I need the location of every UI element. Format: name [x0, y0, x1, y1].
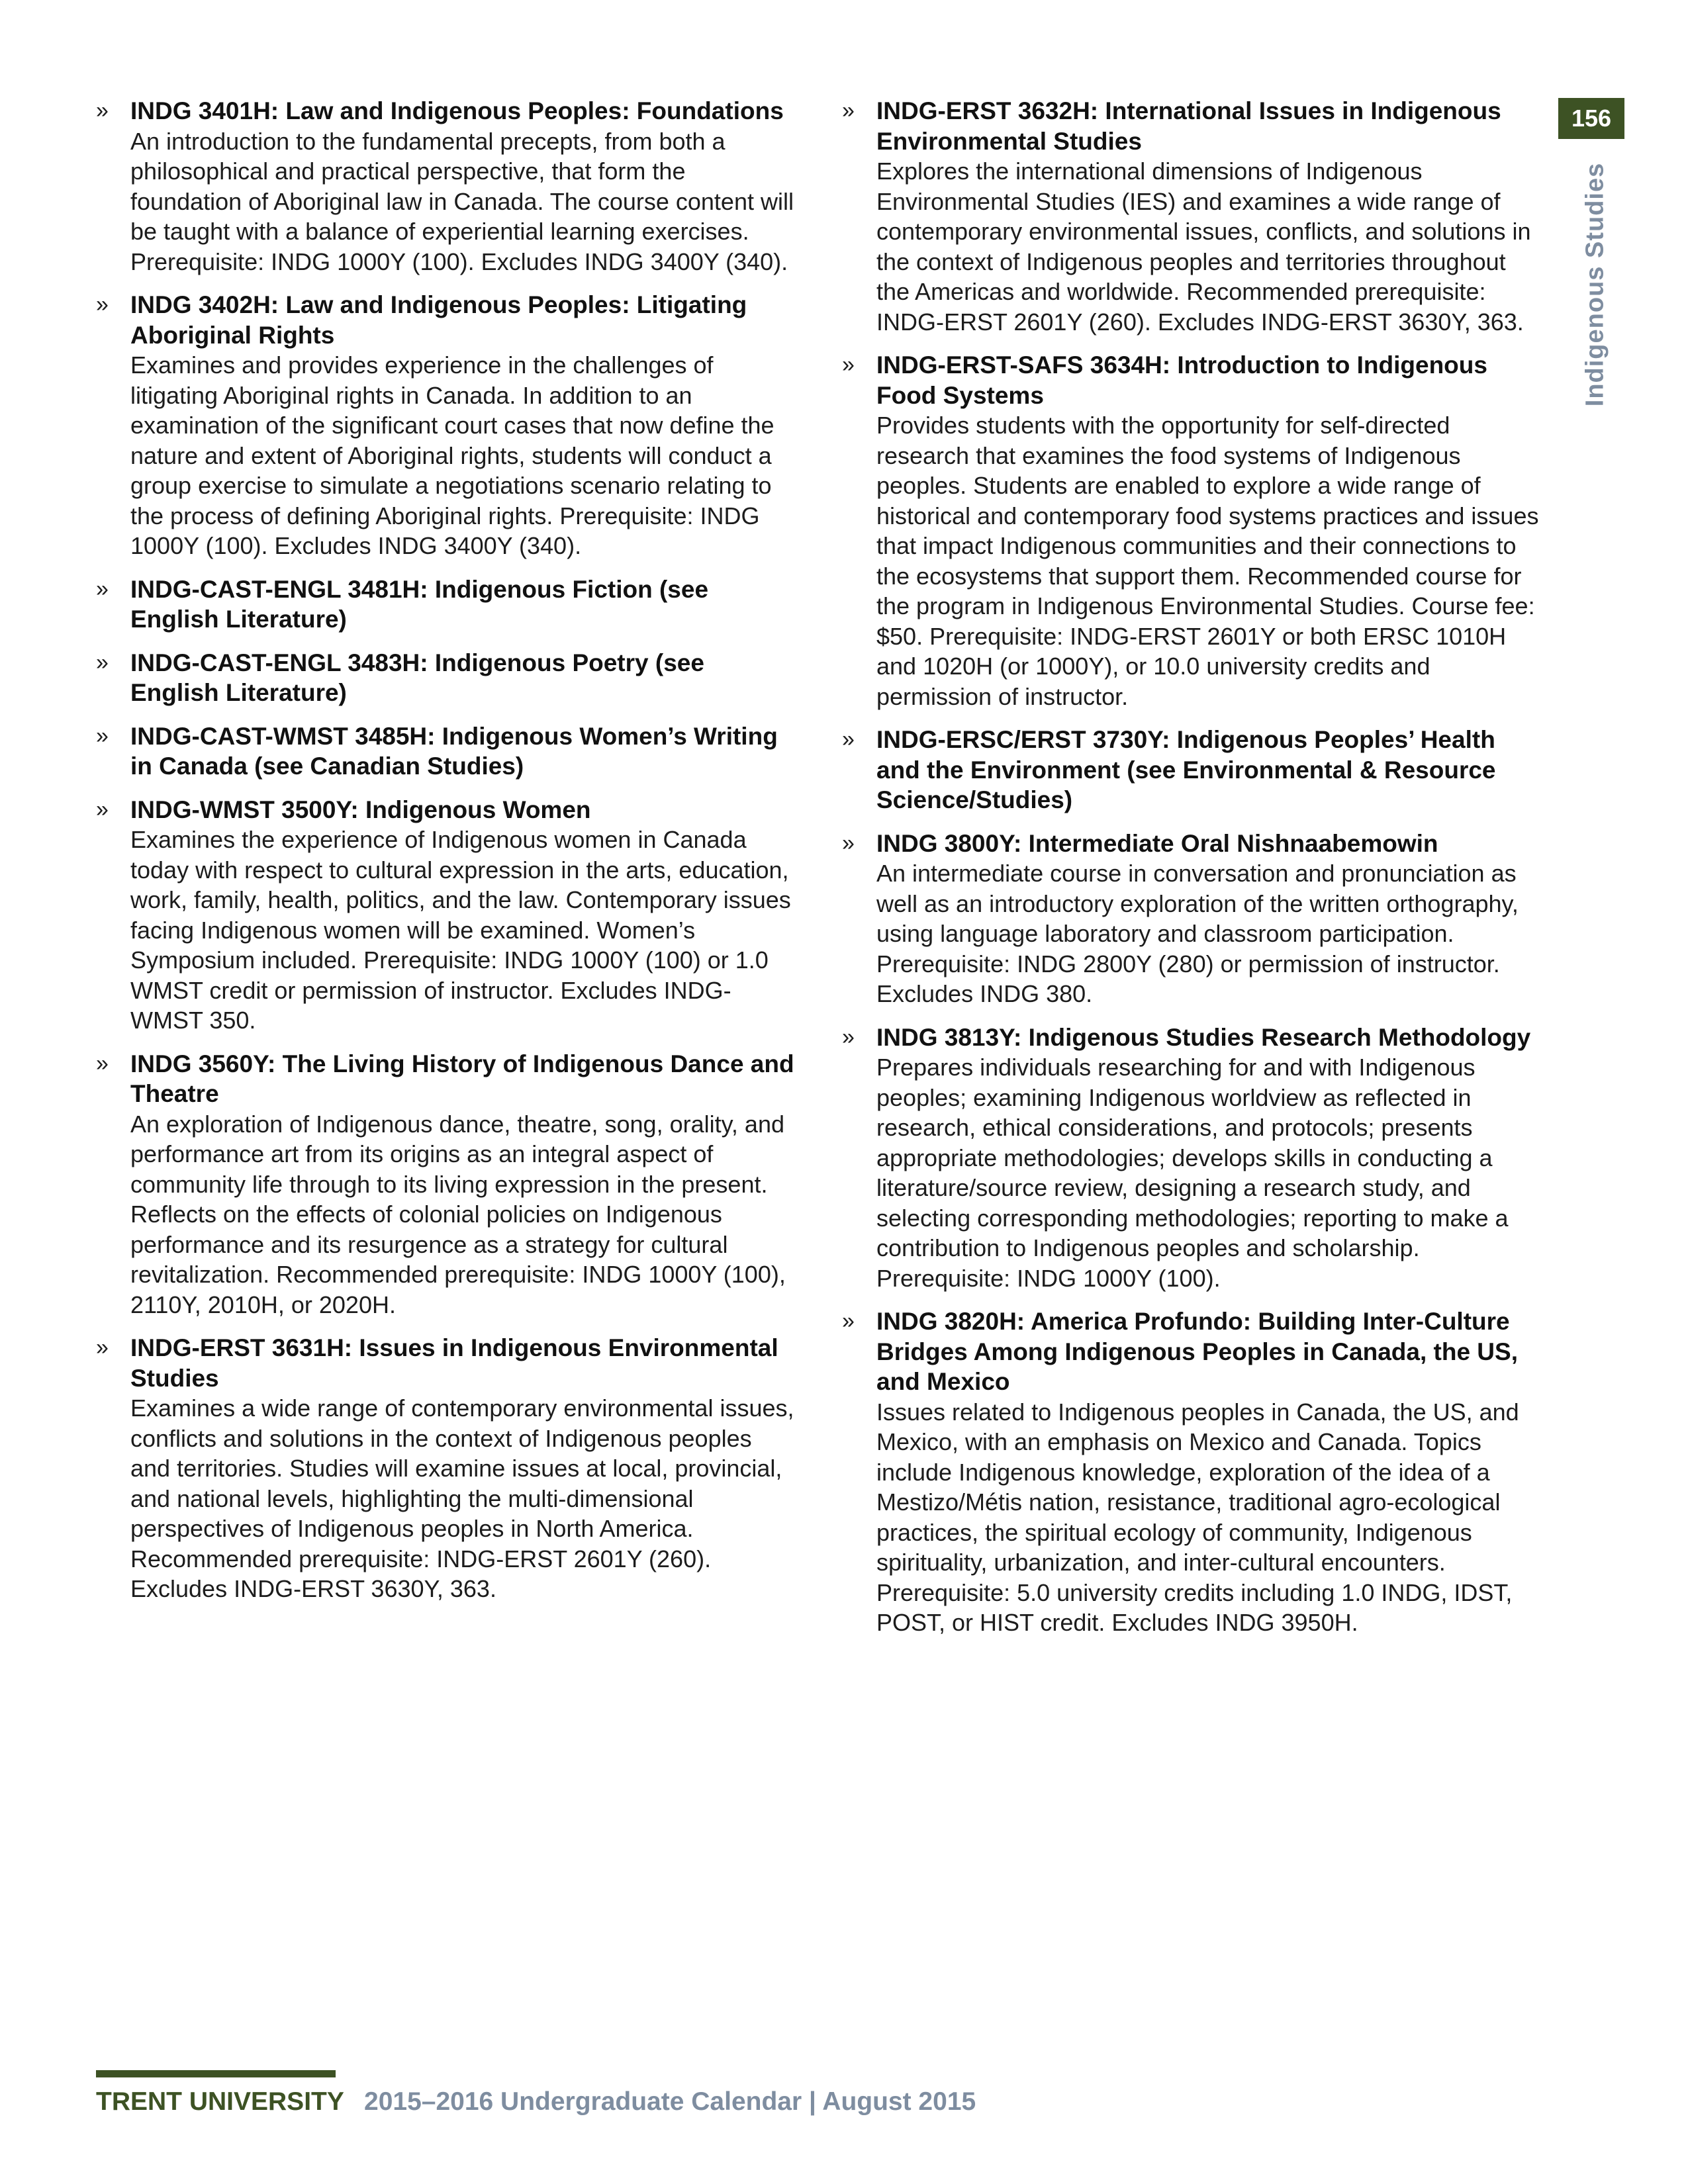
course-description: An introduction to the fundamental precepts, from both a philosophical and practical perspective, that form the foundation of Aboriginal law in Canada. The course content will be taught with a balance of experiential learning exercises. Prerequisite: INDG 1000Y (100). Excludes INDG 3400Y (340).: [130, 127, 794, 275]
course-title: INDG-ERST 3632H: International Issues in Indigenous Environmental Studies: [876, 97, 1501, 155]
bullet-glyph: »: [96, 723, 109, 749]
bullet-glyph: »: [96, 1335, 109, 1360]
right-column: [842, 96, 1544, 1651]
course-description: An intermediate course in conversation and pronunciation as well as an introductory exploration of the written orthography, using language laboratory and classroom participation. Prerequisite: INDG 2800Y (280) or permission of instructor. Excludes INDG 380.: [876, 860, 1519, 1007]
bullet-glyph: »: [96, 1050, 109, 1076]
course-title: INDG-WMST 3500Y: Indigenous Women: [130, 796, 591, 823]
course-entry: [842, 725, 1544, 815]
bullet-glyph: »: [842, 830, 855, 856]
bullet-glyph: »: [842, 1308, 855, 1334]
course-entry: [842, 1023, 1544, 1294]
course-entry: [96, 795, 798, 1036]
course-description: Issues related to Indigenous peoples in Canada, the US, and Mexico, with an emphasis on Mexico and Canada. Topics include Indigenous knowledge, exploration of the idea of a Mestizo/Métis nation, resistance, traditional agro-ecological practices, the spiritual ecology of community, Indigenous spirituality, urbanization, and inter-cultural encounters. Prerequisite: 5.0 university credits including 1.0 INDG, IDST, POST, or HIST credit. Excludes INDG 3950H.: [876, 1398, 1519, 1636]
footer-calendar: 2015–2016 Undergraduate Calendar | August 2015: [364, 2087, 976, 2116]
page-footer: [96, 2086, 976, 2118]
bullet-glyph: »: [842, 98, 855, 123]
bullet-glyph: »: [96, 649, 109, 675]
course-entry: [96, 648, 798, 708]
bullet-glyph: »: [96, 796, 109, 822]
course-description: Examines a wide range of contemporary environmental issues, conflicts and solutions in the context of Indigenous peoples and territories. Studies will examine issues at local, provincial, and national levels, highlighting the multi-dimensional perspectives of Indigenous peoples in North America. Recommended prerequisite: INDG-ERST 2601Y (260). Excludes INDG-ERST 3630Y, 363.: [130, 1394, 794, 1602]
page-number-badge: 156: [1558, 98, 1624, 139]
course-title: INDG-CAST-WMST 3485H: Indigenous Women’s Writing in Canada (see Canadian Studies): [130, 722, 778, 780]
bullet-glyph: »: [842, 352, 855, 377]
course-entry: [96, 1049, 798, 1320]
course-title: INDG-CAST-ENGL 3483H: Indigenous Poetry (see English Literature): [130, 649, 704, 706]
course-description: Examines the experience of Indigenous women in Canada today with respect to cultural expression in the arts, education, work, family, health, politics, and the law. Contemporary issues facing Indigenous women will be examined. Women’s Symposium included. Prerequisite: INDG 1000Y (100) or 1.0 WMST credit or permission of instructor. Excludes INDG-WMST 350.: [130, 826, 791, 1034]
course-entry: [96, 96, 798, 277]
course-entry: [842, 350, 1544, 711]
course-title: INDG 3401H: Law and Indigenous Peoples: Foundations: [130, 97, 784, 124]
course-description: Explores the international dimensions of Indigenous Environmental Studies (IES) and examines a wide range of contemporary environmental issues, conflicts, and solutions in the context of Indigenous peoples and territories throughout the Americas and worldwide. Recommended prerequisite: INDG-ERST 2601Y (260). Excludes INDG-ERST 3630Y, 363.: [876, 158, 1531, 336]
course-title: INDG 3402H: Law and Indigenous Peoples: Litigating Aboriginal Rights: [130, 291, 747, 349]
course-entry: [96, 574, 798, 635]
course-title: INDG 3813Y: Indigenous Studies Research Methodology: [876, 1023, 1531, 1051]
bullet-glyph: »: [96, 292, 109, 317]
course-description: Provides students with the opportunity for self-directed research that examines the food systems of Indigenous peoples. Students are enabled to explore a wide range of historical and contemporary food systems practices and issues that impact Indigenous communities and their connections to the ecosystems that support them. Recommended course for the program in Indigenous Environmental Studies. Course fee: $50. Prerequisite: INDG-ERST 2601Y or both ERSC 1010H and 1020H (or 1000Y), or 10.0 university credits and permission of instructor.: [876, 412, 1539, 710]
course-description: Prepares individuals researching for and with Indigenous peoples; examining Indigenous worldview as reflected in research, ethical considerations, and protocols; presents appropriate methodologies; develops skills in conducting a literature/source review, designing a research study, and selecting corresponding methodologies; reporting to make a contribution to Indigenous peoples and scholarship. Prerequisite: INDG 1000Y (100).: [876, 1054, 1509, 1292]
course-title: INDG-CAST-ENGL 3481H: Indigenous Fiction (see English Literature): [130, 575, 709, 633]
course-title: INDG-ERST-SAFS 3634H: Introduction to Indigenous Food Systems: [876, 351, 1487, 409]
bullet-glyph: »: [96, 576, 109, 602]
course-description: An exploration of Indigenous dance, theatre, song, orality, and performance art from its origins as an integral aspect of community life through to its living expression in the present. Reflects on the effects of colonial policies on Indigenous performance and its resurgence as a strategy for cultural revitalization. Recommended prerequisite: INDG 1000Y (100), 2110Y, 2010H, or 2020H.: [130, 1110, 786, 1318]
footer-university: TRENT UNIVERSITY: [96, 2087, 344, 2116]
course-entry: [842, 829, 1544, 1009]
bullet-glyph: »: [842, 727, 855, 752]
course-entry: [96, 1333, 798, 1604]
course-entry: [842, 1306, 1544, 1638]
section-side-label: Indigenous Studies: [1581, 162, 1609, 407]
course-title: INDG 3560Y: The Living History of Indigenous Dance and Theatre: [130, 1050, 794, 1107]
course-entry: [96, 290, 798, 561]
left-column: [96, 96, 798, 1617]
footer-rule: [96, 2070, 336, 2077]
course-title: INDG-ERST 3631H: Issues in Indigenous Environmental Studies: [130, 1334, 778, 1392]
course-entry: [96, 721, 798, 782]
course-title: INDG 3800Y: Intermediate Oral Nishnaabemowin: [876, 829, 1438, 857]
course-description: Examines and provides experience in the challenges of litigating Aboriginal rights in Canada. In addition to an examination of the significant court cases that now define the nature and extent of Aboriginal rights, students will conduct a group exercise to simulate a negotiations scenario relating to the process of defining Aboriginal rights. Prerequisite: INDG 1000Y (100). Excludes INDG 3400Y (340).: [130, 351, 774, 559]
bullet-glyph: »: [842, 1024, 855, 1050]
course-entry: [842, 96, 1544, 337]
course-title: INDG-ERSC/ERST 3730Y: Indigenous Peoples’ Health and the Environment (see Environmental & Resource Science/Studies): [876, 726, 1496, 813]
bullet-glyph: »: [96, 98, 109, 123]
course-title: INDG 3820H: America Profundo: Building Inter-Culture Bridges Among Indigenous Peoples in Canada, the US, and Mexico: [876, 1308, 1518, 1395]
